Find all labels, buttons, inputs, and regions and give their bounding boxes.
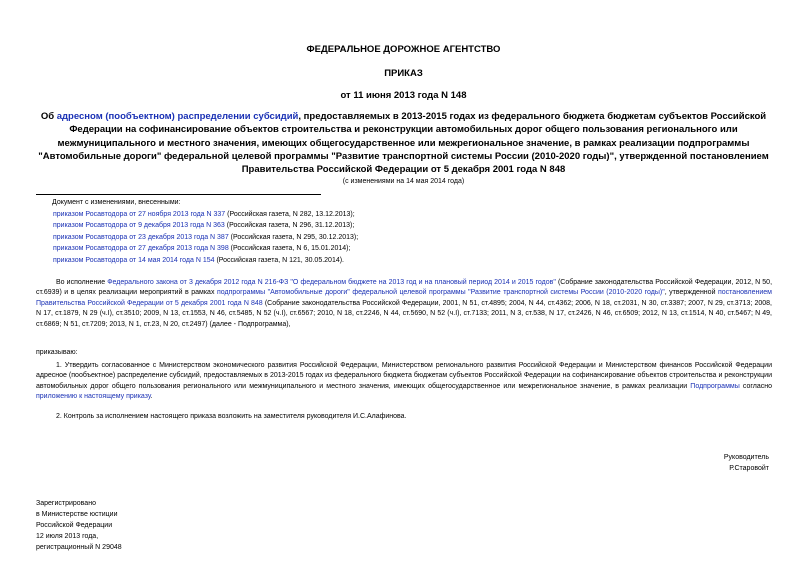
amendment-source: (Российская газета, N 296, 31.12.2013); (224, 222, 355, 230)
amendment-link[interactable]: приказом Росавтодора от 9 декабря 2013 года N 363 (53, 222, 225, 230)
signer-position: Руководитель (723, 454, 769, 461)
subprogram-link[interactable]: подпрограммы "Автомобильные дороги" федеральной целевой программы "Развитие транспортной системы России (2010-2020 годы)" (216, 289, 665, 297)
preamble-paragraph (36, 278, 772, 330)
agency-name: ФЕДЕРАЛЬНОЕ ДОРОЖНОЕ АГЕНТСТВО (306, 44, 501, 55)
item-1-text: 1. Утвердить согласованное с Министерством экономического развития Российской Федерации, Министерством регионального развития Российской Федерации и Министерством финансов Российской Федерации адресное (пообъектное) распределение субсидий, предоставляемых в 2013-2015 годах из федерального бюджета бюджетам субъектов Российской Федерации на софинансирование объектов строительства и реконструкции автомобильных дорог общего пользования регионального или межмуниципального и местного значения, имеющих общегосударственное или межрегиональное значение, в рамках реализации (36, 362, 772, 390)
divider (36, 194, 321, 195)
amendment-source: (Российская газета, N 295, 30.12.2013); (228, 233, 359, 241)
doc-type: ПРИКАЗ (384, 68, 423, 79)
amendment-link[interactable]: приказом Росавтодора от 27 декабря 2013 года N 398 (53, 245, 229, 253)
list-item (53, 255, 358, 267)
appendix-link[interactable]: приложению к настоящему приказу (36, 393, 151, 401)
title-link-subsidies[interactable]: адресном (пообъектном) распределении субсидий (56, 111, 299, 122)
list-item (53, 243, 358, 255)
signer-name: Р.Старовойт (729, 465, 769, 472)
registration-block (36, 498, 122, 553)
registration-line: 12 июля 2013 года, (36, 533, 99, 540)
amendment-link[interactable]: приказом Росавтодора от 27 ноября 2013 года N 337 (53, 210, 226, 218)
registration-line: в Министерстве юстиции (36, 511, 118, 518)
amendment-source: (Российская газета, N 282, 13.12.2013); (225, 210, 355, 218)
preamble-text: (Собрание законодательства Российской Федерации, 2001, N 51, ст.4895; 2004, N 44, ст.4362; 2006, N 18, ст.2031, N 30, ст.3387; 2007, N 29, ст.3713; 2008, N 17, ст.1879, N 29 (ч.I), ст.3510; 2009, N 13, ст.1553, N 46, ст.5485, N 52 (ч.I), ст.6567; 2010, N 18, ст.2246, N 44, ст.5690, N 52 (ч.I), ст.7133; 2011, N 3, ст.538, N 17, ст.2426, N 46, ст.6509; 2012, N 13, ст.1514, N 40, ст.5467; N 49, ст.6869; N 51, ст.7209; 2013, N 1, ст.23, N 20, ст.2497) (далее - Подпрограмма), (36, 299, 772, 328)
signature-block (724, 452, 769, 474)
item-1-text: согласно (739, 382, 772, 390)
doc-title (36, 110, 771, 176)
doc-date-number: от 11 июня 2013 года N 148 (340, 90, 467, 101)
list-item (53, 220, 358, 232)
registration-line: Российской Федерации (36, 522, 113, 529)
amendment-link[interactable]: приказом Росавтодора от 14 мая 2014 года N 154 (53, 256, 215, 264)
government-decree-link[interactable]: постановлением Правительства Российской Федерации от 5 декабря 2001 года N 848 (36, 289, 772, 307)
list-item (53, 209, 358, 221)
subprogram-short-link[interactable]: Подпрограммы (690, 382, 740, 390)
preamble-text: , утвержденной (664, 289, 718, 297)
amendment-link[interactable]: приказом Росавтодора от 23 декабря 2013 года N 387 (53, 233, 229, 241)
federal-law-link[interactable]: Федерального закона от 3 декабря 2012 года N 216-ФЗ "О федеральном бюджете на 2013 год и на плановый период 2014 и 2015 годов" (107, 279, 556, 286)
registration-line: регистрационный N 29048 (36, 544, 122, 551)
amendments-intro: Документ с изменениями, внесенными: (52, 199, 181, 206)
title-rest: , предоставляемых в 2013-2015 годах из федерального бюджета бюджетам субъектов Российской Федерации на софинансирование объектов строительства и реконструкции автомобильных дорог общего пользования регионального или межмуниципального и местного значения, имеющих общегосударственное или межрегиональное значение, в рамках реализации подпрограммы "Автомобильные дороги" федеральной целевой программы "Развитие транспортной системы России (2010-2020 годы)", утвержденной постановлением Правительства Российской Федерации от 5 декабря 2001 года N 848 (38, 111, 769, 176)
item-1-text: . (150, 393, 153, 401)
list-item (53, 232, 358, 244)
preamble-text: (Собрание законодательства Российской Федерации, 2012, N 50, ст.6939) и в целях реализации мероприятий в рамках (36, 279, 773, 297)
amendment-source: (Российская газета, N 6, 15.01.2014); (228, 245, 351, 253)
preamble-text: Во исполнение (56, 279, 108, 286)
amendments-block (53, 197, 358, 267)
title-prefix: Об (40, 111, 57, 122)
changed-note: (с изменениями на 14 мая 2014 года) (342, 178, 465, 185)
item-1-paragraph (36, 361, 772, 403)
order-word: приказываю: (36, 349, 78, 356)
registration-line: Зарегистрировано (36, 500, 96, 507)
amendment-source: (Российская газета, N 121, 30.05.2014). (214, 256, 345, 264)
item-2-paragraph: 2. Контроль за исполнением настоящего приказа возложить на заместителя руководителя И.С.Алафинова. (56, 413, 407, 420)
